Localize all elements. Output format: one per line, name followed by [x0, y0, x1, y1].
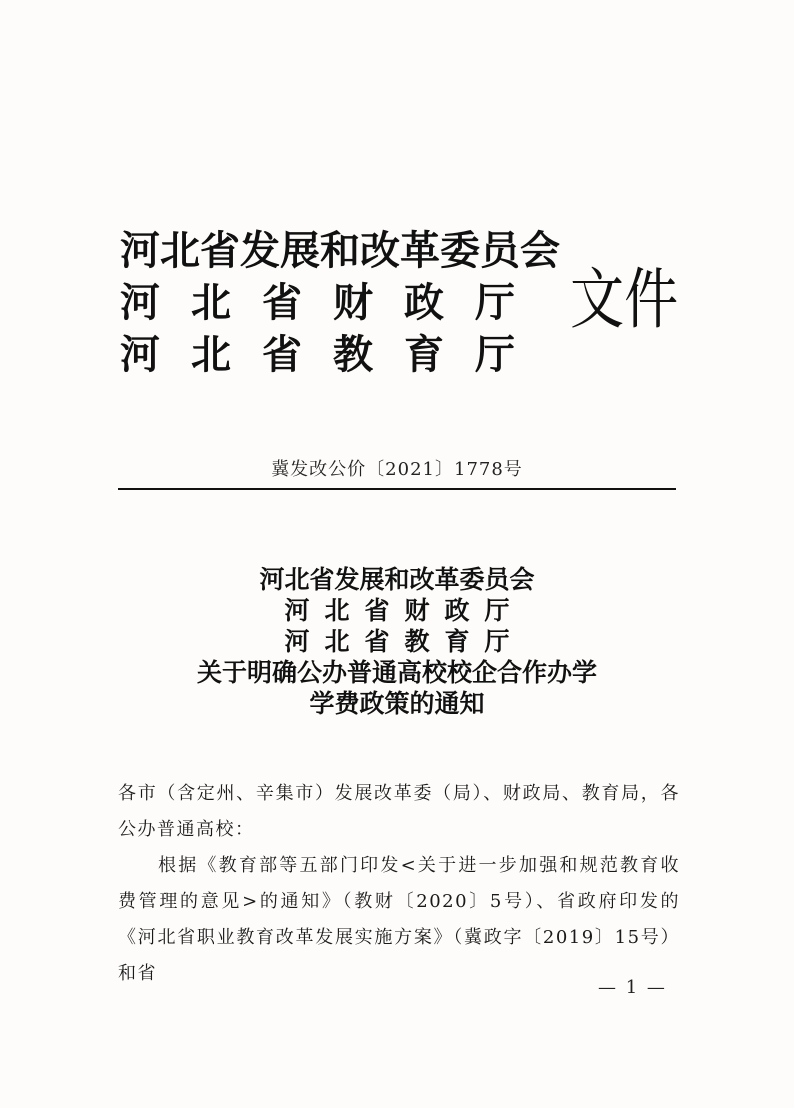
- document-body: [118, 776, 680, 992]
- title-subject-2: 学费政策的通知: [309, 689, 485, 718]
- header-divider: [118, 488, 676, 490]
- body-paragraph: 根据《教育部等五部门印发<关于进一步加强和规范教育收费管理的意见>的通知》（教财〔2020〕5号）、省政府印发的《河北省职业教育改革发展实施方案》（冀政字〔2019〕15号）和省: [118, 855, 680, 984]
- page-number: — 1 —: [598, 977, 667, 998]
- title-subject-1: 关于明确公办普通高校校企合作办学: [196, 658, 597, 687]
- header-issuer-3: 河北省教育厅: [120, 332, 546, 378]
- header-issuer-2: 河北省财政厅: [120, 280, 546, 326]
- header-issuer-1: 河北省发展和改革委员会: [120, 228, 560, 274]
- header-doc-type: 文件: [570, 261, 679, 338]
- document-number: 冀发改公价〔2021〕1778号: [271, 459, 523, 480]
- title-issuer-3: 河北省教育厅: [284, 627, 525, 656]
- document-title: [0, 564, 794, 719]
- recipients-paragraph: 各市（含定州、辛集市）发展改革委（局）、财政局、教育局，各公办普通高校：: [118, 783, 680, 840]
- title-issuer-2: 河北省财政厅: [284, 596, 525, 625]
- title-issuer-1: 河北省发展和改革委员会: [259, 565, 535, 594]
